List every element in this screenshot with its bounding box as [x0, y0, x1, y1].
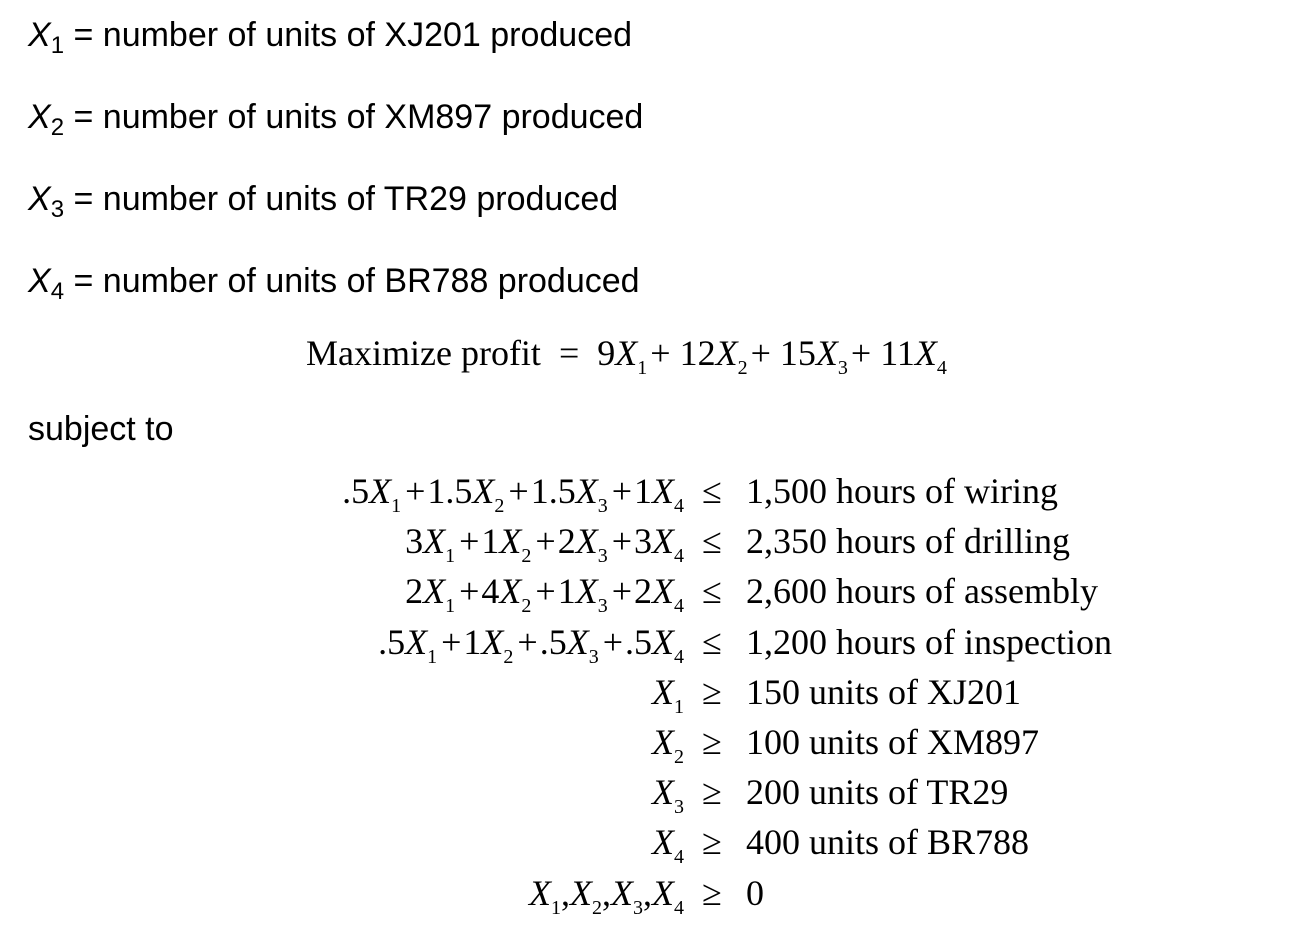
constraint-lhs	[652, 821, 684, 869]
objective-term: + $12X_2$	[650, 333, 748, 379]
term-coefficient: 4	[481, 571, 500, 612]
constraint-lhs	[529, 872, 684, 919]
constraint-term	[401, 471, 505, 517]
term-operator: +	[441, 621, 462, 662]
constraint-term	[602, 872, 643, 919]
constraint-term	[437, 621, 514, 668]
constraint-term	[455, 521, 532, 568]
constraint-rhs: 1,500 hours of wiring	[746, 471, 1058, 511]
constraint-lhs	[405, 520, 684, 568]
constraint-relation: ≤	[702, 621, 722, 662]
constraint-rhs: 0	[746, 872, 764, 913]
term-variable: X	[566, 621, 589, 662]
term-subscript: 1	[551, 896, 561, 919]
term-variable: X	[423, 571, 446, 612]
term-variable: X	[652, 822, 674, 863]
term-variable: X	[529, 872, 551, 913]
term-operator: +	[517, 621, 538, 662]
term-subscript: 3	[633, 896, 643, 919]
term-operator: +	[535, 571, 556, 612]
def-text: = number of units of XM897 produced	[64, 98, 644, 136]
constraint-rhs: 200 units of TR29	[746, 772, 1009, 813]
constraint-rhs: 400 units of BR788	[746, 822, 1030, 863]
term-operator: +	[405, 471, 426, 511]
constraint-lhs	[652, 721, 684, 768]
constraint-term	[599, 621, 684, 668]
constraint-term	[513, 621, 599, 668]
constraint-term	[378, 621, 438, 668]
subject-to-label: subject to	[28, 410, 174, 448]
constraint-rhs: 100 units of XM897	[746, 722, 1040, 762]
term-subscript: 2	[521, 595, 532, 618]
constraint-term	[529, 872, 561, 919]
constraint-row	[0, 520, 1304, 570]
term-coefficient: 1.5	[530, 471, 576, 511]
term-subscript: 4	[674, 645, 684, 668]
constraint-rhs: 2,350 hours of drilling	[746, 521, 1070, 562]
term-coefficient: 1	[557, 571, 576, 612]
term-operator: +	[611, 471, 632, 511]
term-subscript: 4	[674, 846, 684, 869]
constraint-row	[0, 671, 1304, 721]
term-variable: X	[481, 621, 504, 662]
term-variable: X	[423, 521, 446, 562]
term-operator: +	[602, 621, 623, 662]
def-var: X	[28, 262, 51, 300]
constraint-term	[455, 571, 532, 618]
term-subscript: 1	[391, 495, 402, 517]
constraint-lhs	[378, 621, 684, 668]
term-subscript: 4	[674, 896, 684, 919]
term-coefficient: .5	[342, 471, 370, 511]
constraint-term	[504, 471, 608, 517]
term-subscript: 3	[588, 645, 599, 668]
objective-equals: =	[558, 333, 580, 373]
constraint-term	[531, 571, 608, 618]
term-coefficient: 2	[405, 571, 424, 612]
term-coefficient: 1.5	[427, 471, 473, 511]
term-variable: X	[652, 521, 674, 562]
term-operator: +	[611, 521, 632, 562]
constraint-term	[643, 872, 684, 919]
constraint-relation: ≤	[702, 521, 722, 562]
constraint-relation: ≥	[702, 772, 722, 813]
term-variable: X	[405, 621, 428, 662]
term-subscript: 3	[597, 595, 608, 618]
term-variable: X	[369, 471, 392, 511]
term-variable: X	[472, 471, 495, 511]
term-subscript: 2	[592, 896, 602, 919]
constraint-term	[652, 822, 684, 869]
term-variable: X	[652, 471, 674, 511]
def-text: = number of units of BR788 produced	[64, 262, 640, 300]
term-subscript: 2	[503, 645, 514, 668]
term-variable: X	[499, 521, 522, 562]
constraint-relation: ≤	[702, 571, 722, 612]
term-operator: ,	[643, 872, 652, 913]
constraint-relation: ≤	[702, 471, 722, 511]
term-operator: +	[535, 521, 556, 562]
constraint-term	[405, 521, 456, 568]
term-variable: X	[570, 872, 592, 913]
objective-label: Maximize profit	[306, 333, 541, 373]
term-variable: X	[652, 722, 674, 762]
definition-line-3	[28, 180, 619, 223]
term-coefficient: 1	[634, 471, 652, 511]
constraint-row	[0, 621, 1304, 671]
def-var: X	[28, 180, 51, 218]
term-coefficient: 3	[634, 521, 652, 562]
term-variable: X	[652, 872, 674, 913]
constraint-term	[608, 471, 684, 517]
term-subscript: 1	[427, 645, 438, 668]
term-operator: ,	[561, 872, 570, 913]
def-var: X	[28, 16, 51, 54]
constraint-row	[0, 570, 1304, 620]
constraint-rhs: 1,200 hours of inspection	[746, 621, 1112, 662]
constraint-lhs	[652, 671, 684, 718]
constraint-row	[0, 470, 1304, 520]
def-sub: 2	[50, 114, 65, 141]
def-sub: 3	[50, 196, 65, 223]
term-variable: X	[575, 571, 598, 612]
term-coefficient: 1	[463, 621, 482, 662]
term-variable: X	[575, 471, 598, 511]
term-subscript: 2	[674, 746, 684, 768]
constraint-term	[652, 722, 684, 768]
constraint-rhs: 150 units of XJ201	[746, 671, 1022, 712]
constraint-lhs	[652, 771, 684, 819]
constraint-term	[652, 772, 684, 819]
constraint-row	[0, 721, 1304, 771]
definition-line-4	[28, 262, 640, 305]
term-coefficient: .5	[539, 621, 567, 662]
constraint-relation: ≥	[702, 722, 722, 762]
term-subscript: 1	[445, 595, 456, 618]
term-operator: +	[459, 521, 480, 562]
constraint-row	[0, 872, 1304, 922]
term-variable: X	[652, 772, 674, 813]
term-operator: +	[459, 571, 480, 612]
term-variable: X	[652, 571, 674, 612]
term-variable: X	[652, 671, 674, 712]
constraint-term	[652, 671, 684, 718]
term-subscript: 1	[674, 695, 684, 718]
constraint-lhs	[342, 470, 684, 517]
term-subscript: 3	[674, 796, 684, 819]
term-coefficient: 2	[557, 521, 576, 562]
term-subscript: 2	[521, 545, 532, 568]
constraint-term	[561, 872, 602, 919]
constraint-term	[531, 521, 608, 568]
term-coefficient: 2	[634, 571, 652, 612]
constraint-relation: ≥	[702, 872, 722, 913]
term-coefficient: .5	[378, 621, 406, 662]
constraint-term	[405, 571, 456, 618]
objective-term: + $15X_3$	[750, 333, 848, 379]
term-subscript: 1	[445, 545, 456, 568]
def-var: X	[28, 98, 51, 136]
definition-line-2	[28, 98, 644, 141]
term-operator: ,	[602, 872, 611, 913]
constraint-term	[608, 521, 684, 568]
def-sub: 4	[50, 278, 65, 305]
term-subscript: 4	[674, 545, 684, 568]
term-variable: X	[499, 571, 522, 612]
constraint-lhs	[405, 570, 684, 618]
constraint-relation: ≥	[702, 671, 722, 712]
term-operator: +	[508, 471, 529, 511]
objective-function	[306, 332, 947, 379]
def-text: = number of units of XJ201 produced	[64, 16, 633, 54]
term-subscript: 2	[494, 495, 505, 517]
definition-line-1	[28, 16, 633, 59]
constraint-rhs: 2,600 hours of assembly	[746, 571, 1098, 612]
term-coefficient: 1	[481, 521, 500, 562]
objective-term: + $11X_4$	[850, 333, 947, 379]
def-text: = number of units of TR29 produced	[64, 180, 619, 218]
term-variable: X	[575, 521, 598, 562]
term-coefficient: .5	[625, 621, 652, 662]
constraint-row	[0, 771, 1304, 821]
constraint-term	[608, 571, 684, 618]
constraint-row	[0, 821, 1304, 871]
term-variable: X	[652, 621, 674, 662]
term-coefficient: 3	[405, 521, 424, 562]
constraint-relation: ≥	[702, 822, 722, 863]
term-subscript: 3	[597, 495, 608, 517]
term-operator: +	[611, 571, 632, 612]
constraint-term	[342, 471, 402, 517]
term-variable: X	[611, 872, 633, 913]
term-subscript: 3	[597, 545, 608, 568]
def-sub: 1	[50, 32, 65, 59]
term-subscript: 4	[674, 595, 684, 618]
objective-term: $9X_1$	[597, 333, 648, 379]
term-subscript: 4	[674, 495, 684, 517]
